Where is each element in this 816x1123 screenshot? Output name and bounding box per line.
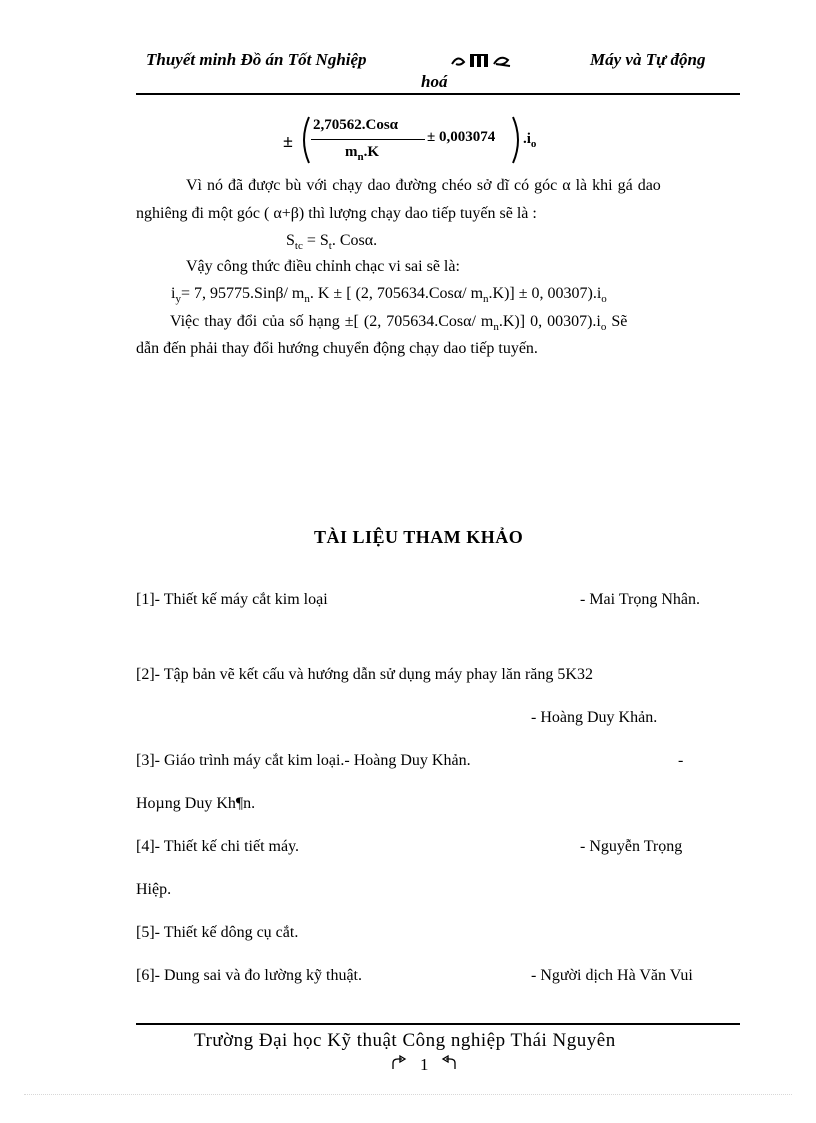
reference-1: [1]- Thiết kế máy cắt kim loại	[136, 591, 328, 608]
page-arrow-right-icon	[440, 1054, 458, 1072]
reference-6: [6]- Dung sai và đo lường kỹ thuật.	[136, 967, 362, 984]
footer-rule	[136, 1023, 740, 1025]
formula-pm: ±	[283, 131, 293, 151]
stc-formula: $S_{tc} = S_t$. Cosα.	[286, 232, 378, 252]
formula-numerator: 2,70562.Cosα	[313, 117, 399, 133]
page-edge-dotted-line	[24, 1094, 792, 1095]
paragraph-3-line-2: dẫn đến phải thay đổi hướng chuyển động chạy dao tiếp tuyến.	[136, 340, 538, 357]
page-number: 1	[420, 1055, 429, 1074]
reference-4: [4]- Thiết kế chi tiết máy.	[136, 838, 300, 855]
reference-2-author: - Hoàng Duy Khản.	[531, 709, 658, 726]
reference-5: [5]- Thiết kế dông cụ cắt.	[136, 924, 299, 941]
iy-formula: $i_y= 7$, 95775.Sinβ/ $m_n$. K ± [ (2, 705634.Cosα/ $m_n.K)] \pm 0$, $00307).i_o$	[171, 285, 607, 305]
ornament-icon	[450, 52, 514, 70]
header-wrap: hoá	[421, 72, 448, 91]
references-title: TÀI LIỆU THAM KHẢO	[314, 527, 524, 547]
reference-1-author: - Mai Trọng Nhân.	[580, 591, 701, 608]
reference-4-author: - Nguyễn Trọng	[580, 838, 683, 855]
formula-left-paren	[297, 115, 311, 165]
header-left: Thuyết minh Đồ án Tốt Nghiệp	[146, 50, 367, 69]
formula	[283, 113, 553, 169]
paragraph-1-line-1: Vì nó đã được bù với chạy dao đường chéo sở dĩ có góc α là khi gá dao	[186, 177, 661, 194]
paragraph-3-line-1: Việc thay đổi của số hạng ±[ (2, 705634.Cosα/ $m_n.K$)] 0, $00307).i_o$ Sẽ	[170, 313, 628, 333]
page-arrow-left-icon	[390, 1054, 408, 1072]
reference-3-author: Hoµng Duy Kh¶n.	[136, 795, 256, 812]
paragraph-1-line-2: nghiêng đi một góc ( α+β) thì lượng chạy dao tiếp tuyến sẽ là :	[136, 205, 537, 222]
footer-school: Trường Đại học Kỹ thuật Công nghiệp Thái Nguyên	[194, 1030, 616, 1051]
formula-plus-term: ± 0,003074	[427, 129, 496, 145]
reference-3-dash: -	[678, 752, 684, 769]
reference-3: [3]- Giáo trình máy cắt kim loại.- Hoàng Duy Khản.	[136, 752, 471, 769]
reference-6-author: - Người dịch Hà Văn Vui	[531, 967, 693, 984]
reference-2: [2]- Tập bản vẽ kết cấu và hướng dẫn sử dụng máy phay lăn răng 5K32	[136, 666, 593, 683]
formula-fraction-bar	[311, 139, 425, 140]
header-right: Máy và Tự động	[590, 50, 706, 69]
formula-tail: $.i_o$	[523, 131, 537, 150]
header-rule	[136, 93, 740, 95]
formula-denominator: $m_n.K$	[345, 144, 380, 163]
paragraph-2: Vậy công thức điều chỉnh chạc vi sai sẽ là:	[186, 258, 460, 275]
reference-4-author-wrap: Hiệp.	[136, 881, 172, 898]
